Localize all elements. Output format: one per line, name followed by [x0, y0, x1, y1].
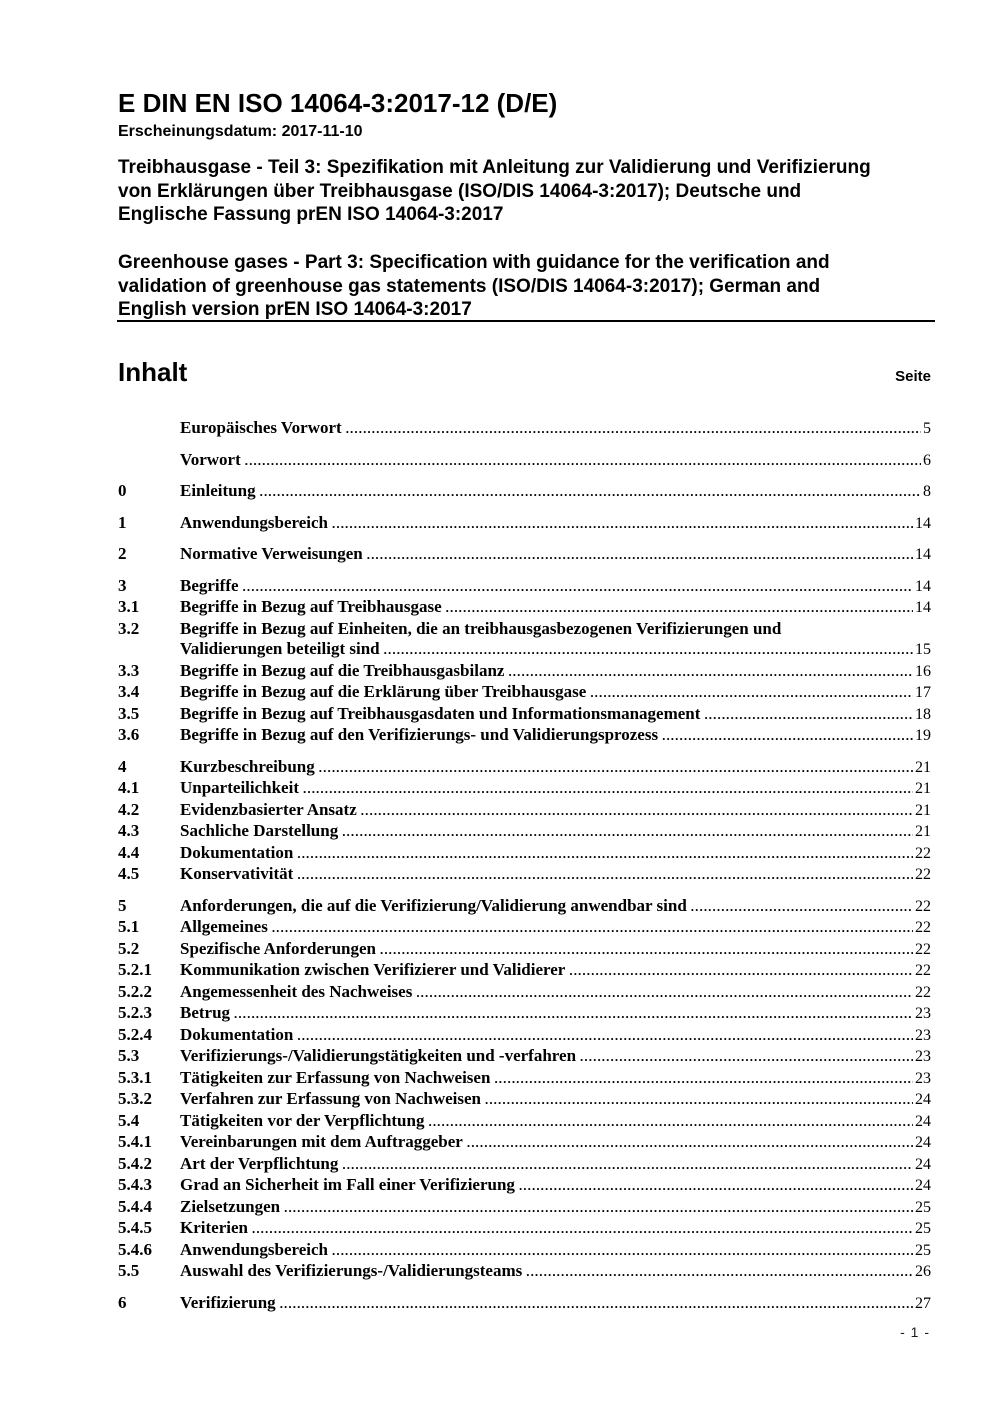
- toc-entry-page: 24: [915, 1134, 931, 1151]
- toc-entry-last-line: [180, 1003, 931, 1025]
- toc-entry: [118, 757, 931, 779]
- toc-entry-title: Normative Verweisungen: [180, 544, 363, 563]
- toc-entry-page: 21: [915, 823, 931, 840]
- toc-entry-title: Dokumentation: [180, 842, 294, 862]
- toc-leader-dots: [272, 917, 913, 939]
- toc-entry-body: [180, 939, 931, 961]
- toc-entry: [118, 1132, 931, 1154]
- toc-entry-last-line: [180, 960, 931, 982]
- toc-entry-page: 5: [923, 420, 931, 437]
- toc-leader-dots: [342, 821, 913, 843]
- toc-entry-title: Zielsetzungen: [180, 1196, 281, 1216]
- title-line: English version prEN ISO 14064-3:2017: [118, 299, 472, 320]
- toc-entry-number: 4.1: [118, 778, 140, 797]
- toc-entry-page: 27: [915, 1294, 931, 1312]
- toc-leader-dots: [303, 778, 913, 800]
- toc-entry-last-line: [180, 704, 931, 726]
- toc-entry-last-line: [180, 843, 931, 865]
- toc-entry: [118, 896, 931, 918]
- toc-entry-page: 22: [915, 919, 931, 936]
- toc-entry: [118, 1175, 931, 1197]
- toc-entry-number: 5.2.1: [118, 960, 152, 979]
- toc-entry-page: 25: [915, 1220, 931, 1237]
- toc-entry-body: [180, 821, 931, 843]
- toc-leader-dots: [243, 576, 913, 598]
- toc-entry: [118, 843, 931, 865]
- toc-entry-body: [180, 725, 931, 747]
- toc-entry-body: [180, 757, 931, 779]
- toc-entry: [118, 544, 931, 566]
- toc-entry-page: 21: [915, 801, 931, 819]
- toc-leader-dots: [380, 939, 913, 961]
- toc-leader-dots: [346, 418, 921, 440]
- toc-entry-body: [180, 1046, 931, 1068]
- toc-entry: [118, 418, 931, 440]
- toc-entry: [118, 704, 931, 726]
- title-line: von Erklärungen über Treibhausgase (ISO/DIS 14064-3:2017); Deutsche und: [118, 180, 802, 202]
- title-line: Englische Fassung prEN ISO 14064-3:2017: [118, 204, 504, 225]
- toc-entry-number: 1: [118, 512, 127, 532]
- toc-entry-number: 4: [118, 756, 127, 776]
- toc-entry-number: 5.4.4: [118, 1196, 152, 1216]
- toc-leader-dots: [234, 1003, 913, 1025]
- toc-entry-last-line: [180, 896, 931, 918]
- toc-entry-body: [180, 682, 931, 704]
- toc-entry-page: 25: [915, 1241, 931, 1259]
- toc-entry-title: Spezifische Anforderungen: [180, 938, 376, 958]
- toc-entry-last-line: [180, 800, 931, 822]
- toc-entry-title: Anwendungsbereich: [180, 512, 328, 532]
- toc-entry-body: [180, 1025, 931, 1047]
- toc-entry-number: 5.5: [118, 1261, 140, 1280]
- toc-entry-last-line: [180, 821, 931, 843]
- toc-entry-page: 19: [915, 727, 931, 744]
- toc-entry: [118, 1025, 931, 1047]
- toc-entry-number: 5.2: [118, 938, 140, 958]
- toc-entry-last-line: [180, 725, 931, 747]
- toc-entry-last-line: [180, 778, 931, 800]
- toc-entry-title: Begriffe in Bezug auf die Erklärung über Treibhausgase: [180, 682, 587, 701]
- toc-leader-dots: [662, 725, 913, 747]
- toc-leader-dots: [485, 1089, 913, 1111]
- toc-entry-body: [180, 1175, 931, 1197]
- toc-entry-page: 14: [915, 599, 931, 616]
- toc-entry: [118, 450, 931, 472]
- toc-heading: Inhalt: [118, 357, 188, 387]
- toc-entry-title: Verfahren zur Erfassung von Nachweisen: [180, 1089, 481, 1108]
- toc-entry-number: 0: [118, 481, 127, 500]
- toc-entry-title: Begriffe in Bezug auf Treibhausgase: [180, 597, 442, 616]
- toc-entry-page: 6: [923, 451, 931, 469]
- toc-leader-dots: [245, 450, 921, 472]
- toc-entry-last-line: [180, 757, 931, 779]
- toc-entry-title: Einleitung: [180, 481, 256, 500]
- toc-entry-title: Auswahl des Verifizierungs-/Validierungsteams: [180, 1261, 523, 1280]
- toc-leader-dots: [446, 597, 913, 619]
- toc-entry-title: Validierungen beteiligt sind: [180, 639, 380, 658]
- toc-entry-body: [180, 1261, 931, 1283]
- toc-entry-page: 25: [915, 1198, 931, 1216]
- toc-leader-dots: [252, 1218, 913, 1240]
- toc-entry: [118, 778, 931, 800]
- toc-entry: [118, 1261, 931, 1283]
- toc-entry-last-line: [180, 661, 931, 683]
- toc-entry-number: 3.4: [118, 682, 140, 701]
- toc-entry-number: [118, 418, 180, 440]
- toc-leader-dots: [319, 757, 913, 779]
- toc-entry-page: 18: [915, 705, 931, 723]
- toc-entry-number: 3.6: [118, 725, 140, 744]
- toc-entry-body: [180, 1111, 931, 1133]
- toc-entry-number: 5: [118, 895, 127, 915]
- toc-entry-last-line: [180, 682, 931, 704]
- toc-entry-number: 5.4.2: [118, 1153, 152, 1173]
- toc-entry-page: 24: [915, 1155, 931, 1173]
- toc-leader-dots: [361, 800, 913, 822]
- toc-entry-number: 5.4.3: [118, 1175, 152, 1194]
- toc-entry-number: 5.4.1: [118, 1132, 152, 1151]
- toc-entry: [118, 917, 931, 939]
- toc-entry: [118, 1154, 931, 1176]
- toc-entry: [118, 682, 931, 704]
- toc-entry: [118, 800, 931, 822]
- toc-entry-number: 5.1: [118, 917, 140, 936]
- toc-entry-last-line: [180, 1175, 931, 1197]
- toc-entry-last-line: [180, 982, 931, 1004]
- toc-leader-dots: [416, 982, 913, 1004]
- toc-leader-dots: [569, 960, 913, 982]
- toc-entry-number: 5.2.2: [118, 981, 152, 1001]
- toc-entry-title: Verifizierungs-/Validierungstätigkeiten und -verfahren: [180, 1046, 577, 1065]
- toc-entry: [118, 1240, 931, 1262]
- toc-entry-number: 5.3.1: [118, 1067, 152, 1087]
- toc-entry-body: [180, 619, 931, 661]
- toc-entry: [118, 1293, 931, 1315]
- header-divider-rule: [117, 320, 935, 322]
- toc-entry: [118, 864, 931, 886]
- toc-page-column-label: Seite: [895, 368, 931, 385]
- toc-entry-body: [180, 1089, 931, 1111]
- toc-entry-title: Anforderungen, die auf die Verifizierung/Validierung anwendbar sind: [180, 895, 687, 915]
- toc-entry-body: [180, 481, 931, 503]
- toc-entry-page: 22: [915, 983, 931, 1001]
- toc-entry: [118, 1089, 931, 1111]
- toc-entry-body: [180, 1240, 931, 1262]
- toc-entry: [118, 1197, 931, 1219]
- toc-leader-dots: [508, 661, 913, 683]
- toc-entry-title: Verifizierung: [180, 1292, 276, 1312]
- toc-leader-dots: [280, 1293, 913, 1315]
- toc-entry-page: 15: [915, 641, 931, 658]
- toc-entry-last-line: [180, 481, 931, 503]
- toc-entry-last-line: [180, 1046, 931, 1068]
- toc-entry-number: 4.3: [118, 821, 140, 840]
- toc-entry-body: [180, 1154, 931, 1176]
- toc-entry-page: 22: [915, 844, 931, 862]
- toc-entry-body: [180, 418, 931, 440]
- toc-entry-last-line: [180, 1240, 931, 1262]
- toc-entry-title: Konservativität: [180, 864, 294, 883]
- toc-entry-title: Kriterien: [180, 1218, 248, 1237]
- footer-page-number: - 1 -: [900, 1324, 930, 1340]
- toc-entry-last-line: [180, 917, 931, 939]
- toc-entry: [118, 1218, 931, 1240]
- toc-entry-title: Tätigkeiten zur Erfassung von Nachweisen: [180, 1067, 491, 1087]
- toc-leader-dots: [494, 1068, 913, 1090]
- toc-entry-page: 22: [915, 897, 931, 915]
- toc-entry-number: 3.1: [118, 597, 140, 616]
- toc-entry-last-line: [180, 1111, 931, 1133]
- toc-entry-last-line: [180, 864, 931, 886]
- doc-number: E DIN EN ISO 14064-3:2017-12 (D/E): [118, 88, 558, 118]
- toc-entry: [118, 1046, 931, 1068]
- toc-entry-last-line: [180, 513, 931, 535]
- toc-entry-body: [180, 896, 931, 918]
- toc-entry-body: [180, 1003, 931, 1025]
- toc-entry-page: 17: [915, 684, 931, 701]
- toc-entry-body: [180, 982, 931, 1004]
- toc-leader-dots: [384, 639, 913, 661]
- toc-leader-dots: [580, 1046, 913, 1068]
- toc-entry-title: Kommunikation zwischen Verifizierer und Validierer: [180, 960, 566, 979]
- toc-entry-title: Vorwort: [180, 449, 241, 469]
- title-line: validation of greenhouse gas statements (ISO/DIS 14064-3:2017); German and: [118, 275, 821, 297]
- toc-entry-page: 8: [923, 483, 931, 500]
- toc-entry-body: [180, 1068, 931, 1090]
- toc-entry-title: Begriffe: [180, 575, 239, 595]
- toc-entry-body: [180, 704, 931, 726]
- toc-entry-page: 22: [915, 866, 931, 883]
- toc-entry-body: [180, 1197, 931, 1219]
- toc-leader-dots: [332, 513, 913, 535]
- toc-entry-body: [180, 917, 931, 939]
- toc-leader-dots: [691, 896, 913, 918]
- toc-entry-body: [180, 513, 931, 535]
- toc-entry-last-line: [180, 939, 931, 961]
- toc-leader-dots: [526, 1261, 913, 1283]
- toc-entry-title: Art der Verpflichtung: [180, 1153, 339, 1173]
- toc-entry-page: 14: [915, 546, 931, 563]
- toc-entry-page: 23: [915, 1048, 931, 1065]
- toc-entry-page: 24: [915, 1091, 931, 1108]
- toc-entry-last-line: [180, 1261, 931, 1283]
- toc-entry-last-line: [180, 1293, 931, 1315]
- toc-leader-dots: [332, 1240, 913, 1262]
- toc-list: [118, 418, 931, 1314]
- toc-leader-dots: [297, 843, 913, 865]
- toc-entry-last-line: [180, 1068, 931, 1090]
- toc-entry-number: 3: [118, 575, 127, 595]
- toc-entry-last-line: [180, 1154, 931, 1176]
- toc-entry: [118, 1111, 931, 1133]
- toc-entry-number: 5.4.5: [118, 1218, 152, 1237]
- toc-entry-page: 22: [915, 940, 931, 958]
- toc-entry: [118, 513, 931, 535]
- toc-entry-number: 4.5: [118, 864, 140, 883]
- toc-entry-body: [180, 800, 931, 822]
- toc-leader-dots: [297, 1025, 913, 1047]
- toc-entry: [118, 939, 931, 961]
- toc-entry-title: Evidenzbasierter Ansatz: [180, 799, 357, 819]
- toc-entry-title: Anwendungsbereich: [180, 1239, 328, 1259]
- toc-entry-last-line: [180, 597, 931, 619]
- toc-entry-body: [180, 1293, 931, 1315]
- toc-entry-page: 23: [915, 1069, 931, 1087]
- toc-entry-number: 2: [118, 544, 127, 563]
- toc-entry-page: 24: [915, 1177, 931, 1194]
- toc-entry-number: 3.2: [118, 618, 140, 638]
- toc-entry: [118, 982, 931, 1004]
- toc-entry-title: Kurzbeschreibung: [180, 756, 315, 776]
- toc-entry-number: [118, 450, 180, 472]
- toc-entry-body: [180, 661, 931, 683]
- toc-entry-number: 3.3: [118, 660, 140, 680]
- toc-entry-body: [180, 544, 931, 566]
- toc-entry: [118, 960, 931, 982]
- toc-entry-page: 21: [915, 780, 931, 797]
- toc-entry-last-line: [180, 639, 931, 661]
- toc-entry-last-line: [180, 418, 931, 440]
- release-date: Erscheinungsdatum: 2017-11-10: [118, 123, 363, 140]
- toc-leader-dots: [342, 1154, 913, 1176]
- toc-entry: [118, 597, 931, 619]
- toc-entry-body: [180, 597, 931, 619]
- toc-entry-title: Angemessenheit des Nachweises: [180, 981, 413, 1001]
- toc-leader-dots: [260, 481, 921, 503]
- title-line: Greenhouse gases - Part 3: Specification with guidance for the verification and: [118, 252, 830, 273]
- toc-entry-title: Begriffe in Bezug auf Treibhausgasdaten und Informationsmanagement: [180, 703, 701, 723]
- toc-entry: [118, 576, 931, 598]
- toc-entry-body: [180, 843, 931, 865]
- toc-entry: [118, 1003, 931, 1025]
- toc-entry: [118, 1068, 931, 1090]
- toc-entry-page: 22: [915, 962, 931, 979]
- toc-entry: [118, 661, 931, 683]
- toc-leader-dots: [704, 704, 913, 726]
- toc-entry-title: Betrug: [180, 1003, 231, 1022]
- toc-entry-number: 3.5: [118, 703, 140, 723]
- toc-entry: [118, 821, 931, 843]
- toc-leader-dots: [428, 1111, 913, 1133]
- toc-entry-number: 5.3: [118, 1046, 140, 1065]
- toc-entry-body: [180, 864, 931, 886]
- toc-entry-title: Sachliche Darstellung: [180, 821, 339, 840]
- toc-entry-number: 5.4.6: [118, 1239, 152, 1259]
- toc-entry: [118, 725, 931, 747]
- toc-entry: [118, 619, 931, 661]
- toc-entry-page: 21: [915, 758, 931, 776]
- toc-entry: [118, 481, 931, 503]
- doc-title-english: [118, 251, 940, 322]
- toc-entry-number: 5.2.3: [118, 1003, 152, 1022]
- toc-entry-title: Begriffe in Bezug auf Einheiten, die an treibhausgasbezogenen Verifizierungen und: [180, 618, 782, 638]
- toc-entry-page: 26: [915, 1263, 931, 1280]
- toc-entry-title: Tätigkeiten vor der Verpflichtung: [180, 1110, 425, 1130]
- toc-entry-last-line: [180, 1025, 931, 1047]
- toc-entry-title: Unparteilichkeit: [180, 778, 299, 797]
- toc-leader-dots: [590, 682, 913, 704]
- toc-entry-number: 4.2: [118, 799, 140, 819]
- toc-entry-title: Vereinbarungen mit dem Auftraggeber: [180, 1132, 463, 1151]
- toc-entry-number: 5.2.4: [118, 1024, 152, 1044]
- toc-entry-body: [180, 1132, 931, 1154]
- toc-entry-body: [180, 778, 931, 800]
- toc-entry-body: [180, 960, 931, 982]
- toc-leader-dots: [367, 544, 913, 566]
- toc-entry-last-line: [180, 1132, 931, 1154]
- toc-entry-page: 14: [915, 514, 931, 532]
- toc-entry-title: Dokumentation: [180, 1024, 294, 1044]
- toc-entry-title: Europäisches Vorwort: [180, 418, 342, 437]
- toc-entry-last-line: [180, 1218, 931, 1240]
- title-line: Treibhausgase - Teil 3: Spezifikation mit Anleitung zur Validierung und Verifizierung: [118, 157, 871, 178]
- toc-entry-last-line: [180, 1089, 931, 1111]
- toc-entry-number: 5.4: [118, 1110, 140, 1130]
- doc-title-german: [118, 156, 940, 227]
- toc-entry-last-line: [180, 1197, 931, 1219]
- toc-leader-dots: [284, 1197, 913, 1219]
- toc-entry-page: 14: [915, 577, 931, 595]
- toc-entry-page: 23: [915, 1005, 931, 1022]
- toc-entry-number: 6: [118, 1292, 127, 1312]
- toc-entry-page: 16: [915, 662, 931, 680]
- toc-entry-last-line: [180, 450, 931, 472]
- toc-entry-title: Grad an Sicherheit im Fall einer Verifizierung: [180, 1175, 515, 1194]
- toc-leader-dots: [297, 864, 913, 886]
- toc-entry-body: [180, 1218, 931, 1240]
- toc-entry-body: [180, 450, 931, 472]
- toc-entry-body: [180, 576, 931, 598]
- toc-entry-last-line: [180, 544, 931, 566]
- toc-leader-dots: [467, 1132, 913, 1154]
- toc-entry-title: Allgemeines: [180, 917, 268, 936]
- toc-entry-number: 4.4: [118, 842, 140, 862]
- toc-entry-page: 24: [915, 1112, 931, 1130]
- toc-leader-dots: [519, 1175, 913, 1197]
- toc-entry-last-line: [180, 576, 931, 598]
- toc-entry-page: 23: [915, 1026, 931, 1044]
- toc-entry-title: Begriffe in Bezug auf den Verifizierungs- und Validierungsprozess: [180, 725, 659, 744]
- toc-entry-number: 5.3.2: [118, 1089, 152, 1108]
- toc-entry-title: Begriffe in Bezug auf die Treibhausgasbilanz: [180, 660, 505, 680]
